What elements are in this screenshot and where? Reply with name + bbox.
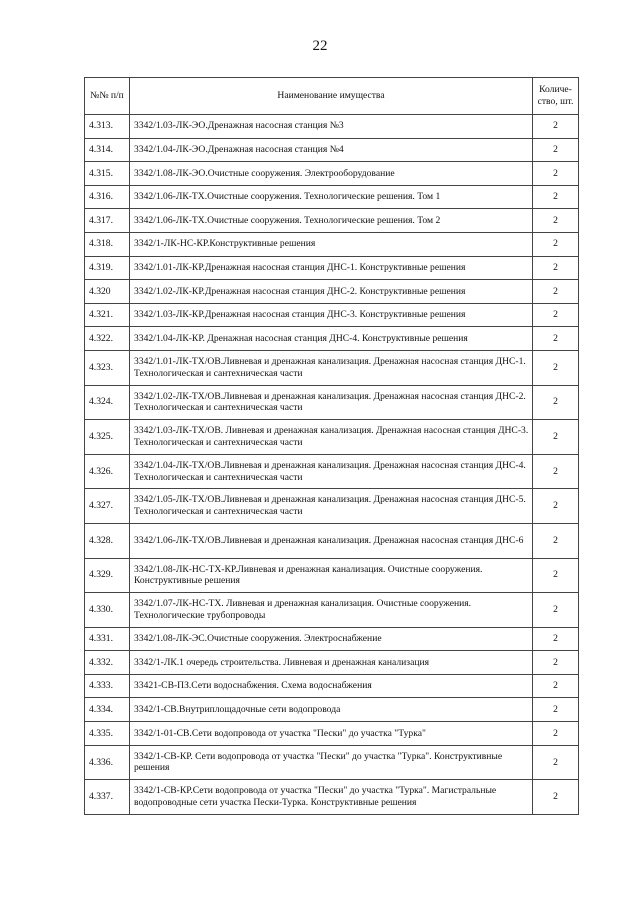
row-property-name: 3342/1.05-ЛК-ТХ/ОВ.Ливневая и дренажная канализация. Дренажная насосная станция ДНС-5. Технологическая и сантехническая части [130, 489, 533, 524]
table-row [85, 593, 579, 628]
table-row [85, 489, 579, 524]
row-quantity: 2 [533, 280, 579, 304]
row-property-name: 3342/1.03-ЛК-ЭО.Дренажная насосная станция №3 [130, 115, 533, 139]
row-number: 4.332. [85, 651, 130, 675]
row-quantity: 2 [533, 523, 579, 558]
row-quantity: 2 [533, 454, 579, 489]
table-row [85, 115, 579, 139]
row-property-name: 3342/1-ЛК-НС-КР.Конструктивные решения [130, 232, 533, 256]
row-property-name: 3342/1.08-ЛК-ЭС.Очистные сооружения. Электроснабжение [130, 627, 533, 651]
row-property-name: 3342/1-СВ-КР.Сети водопровода от участка "Пески" до участка "Турка". Магистральные водопроводные сети участка Пески-Турка. Конструктивные решения [130, 780, 533, 815]
row-property-name: 3342/1.01-ЛК-КР.Дренажная насосная станция ДНС-1. Конструктивные решения [130, 256, 533, 280]
header-number: №№ п/п [85, 78, 130, 115]
row-property-name: 3342/1.06-ЛК-ТХ.Очистные сооружения. Технологические решения. Том 1 [130, 185, 533, 209]
row-property-name: 3342/1.03-ЛК-ТХ/ОВ. Ливневая и дренажная канализация. Дренажная насосная станция ДНС-3. Технологическая и сантехническая части [130, 420, 533, 455]
row-quantity: 2 [533, 558, 579, 593]
inventory-table [84, 77, 579, 815]
table-row [85, 722, 579, 746]
row-number: 4.313. [85, 115, 130, 139]
row-property-name: 3342/1.08-ЛК-ЭО.Очистные сооружения. Электрооборудование [130, 162, 533, 186]
row-quantity: 2 [533, 385, 579, 420]
row-property-name: 3342/1.08-ЛК-НС-ТХ-КР.Ливневая и дренажная канализация. Очистные сооружения. Конструктивные решения [130, 558, 533, 593]
row-number: 4.335. [85, 722, 130, 746]
row-quantity: 2 [533, 256, 579, 280]
row-quantity: 2 [533, 303, 579, 327]
row-number: 4.330. [85, 593, 130, 628]
page-number: 22 [312, 38, 328, 54]
table-row [85, 185, 579, 209]
table-row [85, 256, 579, 280]
row-quantity: 2 [533, 232, 579, 256]
row-quantity: 2 [533, 162, 579, 186]
row-quantity: 2 [533, 350, 579, 385]
table-row [85, 558, 579, 593]
row-quantity: 2 [533, 420, 579, 455]
row-quantity: 2 [533, 209, 579, 233]
row-number: 4.327. [85, 489, 130, 524]
row-quantity: 2 [533, 593, 579, 628]
table-row [85, 780, 579, 815]
table-row [85, 698, 579, 722]
table-row [85, 627, 579, 651]
row-property-name: 3342/1.07-ЛК-НС-ТХ. Ливневая и дренажная канализация. Очистные сооружения. Технологические трубопроводы [130, 593, 533, 628]
row-number: 4.322. [85, 327, 130, 351]
row-number: 4.328. [85, 523, 130, 558]
row-number: 4.321. [85, 303, 130, 327]
row-number: 4.326. [85, 454, 130, 489]
row-number: 4.316. [85, 185, 130, 209]
row-property-name: 3342/1.04-ЛК-ТХ/ОВ.Ливневая и дренажная канализация. Дренажная насосная станция ДНС-4. Технологическая и сантехническая части [130, 454, 533, 489]
row-number: 4.334. [85, 698, 130, 722]
row-property-name: 3342/1.06-ЛК-ТХ/ОВ.Ливневая и дренажная канализация. Дренажная насосная станция ДНС-6 [130, 523, 533, 558]
row-quantity: 2 [533, 138, 579, 162]
row-number: 4.320 [85, 280, 130, 304]
row-number: 4.319. [85, 256, 130, 280]
row-number: 4.317. [85, 209, 130, 233]
table-header [85, 78, 579, 115]
table-row [85, 303, 579, 327]
row-property-name: 3342/1-ЛК.1 очередь строительства. Ливневая и дренажная канализация [130, 651, 533, 675]
row-quantity: 2 [533, 185, 579, 209]
header-quantity: Количе- ство, шт. [533, 78, 579, 115]
table-row [85, 327, 579, 351]
row-quantity: 2 [533, 489, 579, 524]
row-property-name: 33421-СВ-ПЗ.Сети водоснабжения. Схема водоснабжения [130, 674, 533, 698]
table-row [85, 454, 579, 489]
table-row [85, 745, 579, 780]
header-name: Наименование имущества [130, 78, 533, 115]
row-quantity: 2 [533, 745, 579, 780]
row-quantity: 2 [533, 115, 579, 139]
table-header-row [85, 78, 579, 115]
row-quantity: 2 [533, 780, 579, 815]
row-number: 4.318. [85, 232, 130, 256]
row-property-name: 3342/1.04-ЛК-КР. Дренажная насосная станция ДНС-4. Конструктивные решения [130, 327, 533, 351]
row-number: 4.323. [85, 350, 130, 385]
row-number: 4.329. [85, 558, 130, 593]
row-number: 4.315. [85, 162, 130, 186]
row-number: 4.331. [85, 627, 130, 651]
table-row [85, 420, 579, 455]
table-row [85, 350, 579, 385]
row-property-name: 3342/1.02-ЛК-КР.Дренажная насосная станция ДНС-2. Конструктивные решения [130, 280, 533, 304]
row-quantity: 2 [533, 651, 579, 675]
row-number: 4.324. [85, 385, 130, 420]
row-quantity: 2 [533, 674, 579, 698]
row-number: 4.333. [85, 674, 130, 698]
row-number: 4.337. [85, 780, 130, 815]
table-row [85, 138, 579, 162]
row-property-name: 3342/1.04-ЛК-ЭО.Дренажная насосная станция №4 [130, 138, 533, 162]
row-property-name: 3342/1-СВ-КР. Сети водопровода от участка "Пески" до участка "Турка". Конструктивные решения [130, 745, 533, 780]
table-row [85, 232, 579, 256]
table-row [85, 523, 579, 558]
row-property-name: 3342/1.01-ЛК-ТХ/ОВ.Ливневая и дренажная канализация. Дренажная насосная станция ДНС-1. Технологическая и сантехническая части [130, 350, 533, 385]
row-number: 4.314. [85, 138, 130, 162]
table-row [85, 674, 579, 698]
row-number: 4.336. [85, 745, 130, 780]
table-row [85, 209, 579, 233]
row-number: 4.325. [85, 420, 130, 455]
row-property-name: 3342/1.02-ЛК-ТХ/ОВ.Ливневая и дренажная канализация. Дренажная насосная станция ДНС-2. Технологическая и сантехническая части [130, 385, 533, 420]
table-row [85, 651, 579, 675]
row-quantity: 2 [533, 722, 579, 746]
table-row [85, 162, 579, 186]
row-property-name: 3342/1-СВ.Внутриплощадочные сети водопровода [130, 698, 533, 722]
table-body [85, 115, 579, 815]
row-property-name: 3342/1.06-ЛК-ТХ.Очистные сооружения. Технологические решения. Том 2 [130, 209, 533, 233]
row-quantity: 2 [533, 327, 579, 351]
row-quantity: 2 [533, 698, 579, 722]
row-quantity: 2 [533, 627, 579, 651]
row-property-name: 3342/1.03-ЛК-КР.Дренажная насосная станция ДНС-3. Конструктивные решения [130, 303, 533, 327]
row-property-name: 3342/1-01-СВ.Сети водопровода от участка "Пески" до участка "Турка" [130, 722, 533, 746]
table-row [85, 385, 579, 420]
table-row [85, 280, 579, 304]
